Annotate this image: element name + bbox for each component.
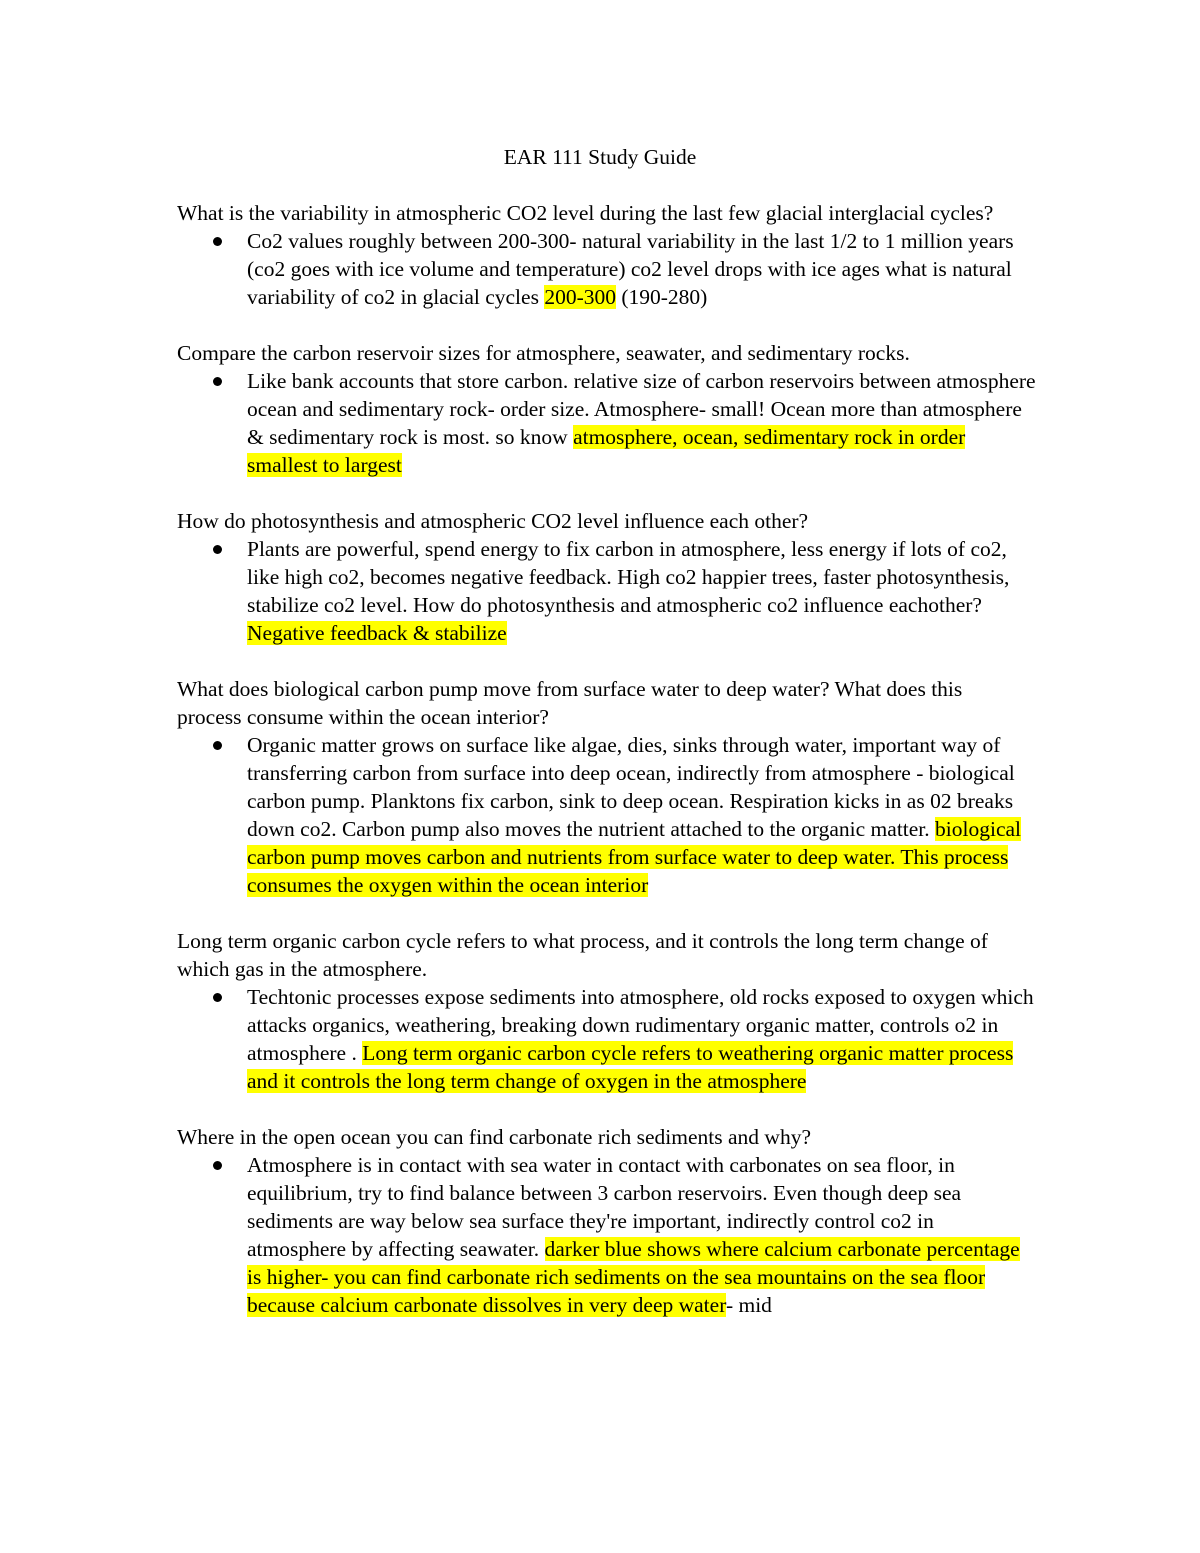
answer-highlight: darker blue shows where calcium carbonate percentage is higher- you can find carbonate rich sediments on the sea mountains on the sea floor because calcium carbonate dissolves in very deep water <box>247 1237 1020 1317</box>
bullet-dot-icon <box>213 377 222 386</box>
answer-bullet <box>177 731 1037 899</box>
answer-text: Co2 values roughly between 200-300- natural variability in the last 1/2 to 1 million years (co2 goes with ice volume and temperature) co2 level drops with ice ages what is natural variability of co2 in glacial cycles <box>247 229 1014 309</box>
answer-bullet <box>177 1151 1037 1319</box>
qa-section-2 <box>177 339 1037 479</box>
answer-bullet <box>177 535 1037 647</box>
question-text: What is the variability in atmospheric CO2 level during the last few glacial interglacial cycles? <box>177 201 994 225</box>
bullet-dot-icon <box>213 741 222 750</box>
answer-bullet <box>177 367 1037 479</box>
bullet-dot-icon <box>213 237 222 246</box>
answer-text: Atmosphere is in contact with sea water in contact with carbonates on sea floor, in equilibrium, try to find balance between 3 carbon reservoirs. Even though deep sea sediments are way below sea surface they're important, indirectly control co2 in atmosphere by affecting seawater. <box>247 1153 962 1261</box>
qa-section-5 <box>177 927 1037 1095</box>
answer-highlight: Long term organic carbon cycle refers to weathering organic matter process and it controls the long term change of oxygen in the atmosphere <box>247 1041 1014 1093</box>
answer-text: Like bank accounts that store carbon. relative size of carbon reservoirs between atmosphere ocean and sedimentary rock- order size. Atmosphere- small! Ocean more than atmosphere & sedimentary rock is most. so know <box>247 369 1036 449</box>
qa-section-1 <box>177 199 1037 311</box>
document-title: EAR 111 Study Guide <box>503 145 697 169</box>
answer-highlight: Negative feedback & stabilize <box>247 621 507 645</box>
qa-section-6 <box>177 1123 1037 1319</box>
answer-text: Plants are powerful, spend energy to fix carbon in atmosphere, less energy if lots of co2, like high co2, becomes negative feedback. High co2 happier trees, faster photosynthesis, stabilize co2 level. How do photosynthesis and atmospheric co2 influence eachother? <box>247 537 1010 617</box>
question-text: How do photosynthesis and atmospheric CO2 level influence each other? <box>177 509 809 533</box>
answer-after: - mid <box>725 1293 772 1317</box>
answer-highlight: 200-300 <box>544 285 616 309</box>
bullet-dot-icon <box>213 545 222 554</box>
answer-highlight: biological carbon pump moves carbon and nutrients from surface water to deep water. This process consumes the oxygen within the ocean interior <box>247 817 1022 897</box>
answer-text: Techtonic processes expose sediments into atmosphere, old rocks exposed to oxygen which attacks organics, weathering, breaking down rudimentary organic matter, controls o2 in atmosphere . <box>247 985 1034 1065</box>
answer-highlight: atmosphere, ocean, sedimentary rock in order smallest to largest <box>247 425 966 477</box>
answer-text: Organic matter grows on surface like algae, dies, sinks through water, important way of transferring carbon from surface into deep ocean, indirectly from atmosphere - biological carbon pump. Planktons fix carbon, sink to deep ocean. Respiration kicks in as 02 breaks down co2. Carbon pump also moves the nutrient attached to the organic matter. <box>247 733 1015 841</box>
answer-after: (190-280) <box>615 285 708 309</box>
qa-section-3 <box>177 507 1037 647</box>
document-body <box>177 199 1037 1347</box>
answer-bullet <box>177 983 1037 1095</box>
question-text: What does biological carbon pump move from surface water to deep water? What does this process consume within the ocean interior? <box>177 677 963 729</box>
bullet-dot-icon <box>213 1161 222 1170</box>
qa-section-4 <box>177 675 1037 899</box>
answer-bullet <box>177 227 1037 311</box>
bullet-dot-icon <box>213 993 222 1002</box>
question-text: Where in the open ocean you can find carbonate rich sediments and why? <box>177 1125 811 1149</box>
question-text: Compare the carbon reservoir sizes for atmosphere, seawater, and sedimentary rocks. <box>177 341 910 365</box>
question-text: Long term organic carbon cycle refers to what process, and it controls the long term change of which gas in the atmosphere. <box>177 929 988 981</box>
